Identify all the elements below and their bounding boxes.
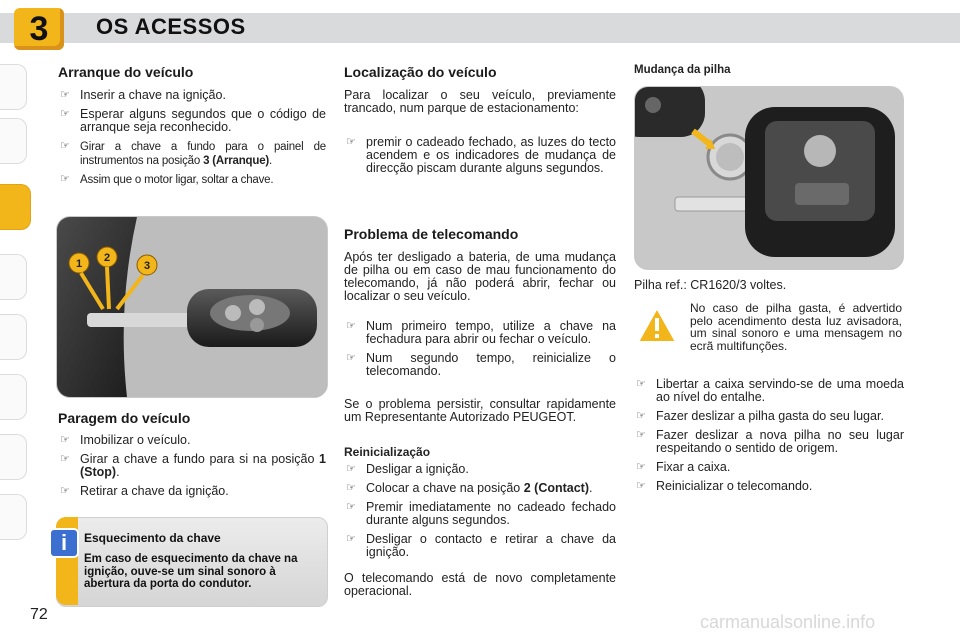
pointing-hand-icon: ☞ (60, 485, 70, 497)
list-item: ☞ Imobilizar o veículo. (60, 433, 191, 447)
list-reinicializacao (344, 463, 616, 565)
chapter-tab[interactable] (0, 314, 27, 360)
pointing-hand-icon: ☞ (636, 480, 646, 492)
battery-reference: Pilha ref.: CR1620/3 voltes. (634, 278, 787, 292)
pointing-hand-icon: ☞ (346, 136, 356, 148)
pointing-hand-icon: ☞ (346, 352, 356, 364)
position-label-3: 3 (143, 260, 151, 272)
pointing-hand-icon: ☞ (346, 501, 356, 513)
pointing-hand-icon: ☞ (346, 463, 356, 475)
section-title-localizacao: Localização do veículo (344, 64, 497, 80)
pointing-hand-icon: ☞ (636, 410, 646, 422)
pointing-hand-icon: ☞ (636, 429, 646, 441)
list-item: ☞ Premir imediatamente no cadeado fechado durante alguns segundos. (346, 500, 616, 527)
list-item: ☞ Fixar a caixa. (636, 460, 731, 474)
list-item: ☞ Assim que o motor ligar, soltar a chave. (60, 173, 274, 186)
chapter-tab-rail (0, 64, 30, 584)
list-item: ☞ Colocar a chave na posição 2 (Contact). (346, 481, 593, 495)
list-paragem (58, 434, 326, 504)
page-number: 72 (30, 606, 48, 623)
footer-watermark: carmanualsonline.info (700, 612, 876, 632)
list-item: ☞ premir o cadeado fechado, as luzes do tecto acendem e os indicadores de mudança de direcção piscam durante alguns segundos. (346, 135, 616, 175)
section-title-arranque: Arranque do veículo (58, 64, 194, 80)
list-arranque (58, 89, 326, 193)
pointing-hand-icon: ☞ (636, 461, 646, 473)
position-label-1: 1 (75, 258, 83, 270)
list-item: ☞ Libertar a caixa servindo-se de uma moeda ao nível do entalhe. (636, 377, 904, 404)
paragraph: Para localizar o seu veículo, previamente trancado, num parque de estacionamento: (344, 88, 616, 115)
subsection-title-reinicializacao: Reinicialização (344, 445, 431, 459)
pointing-hand-icon: ☞ (60, 453, 70, 465)
info-box-title: Esquecimento da chave (84, 531, 221, 545)
list-mudanca-pilha (634, 378, 904, 499)
list-item: ☞ Reinicializar o telecomando. (636, 479, 813, 493)
warning-icon (636, 306, 678, 344)
warning-text: No caso de pilha gasta, é advertido pelo acendimento desta luz avisadora, um sinal sonoro e uma mensagem no ecrã multifunções. (690, 301, 902, 353)
ignition-illustration (57, 217, 327, 397)
pointing-hand-icon: ☞ (60, 89, 70, 101)
section-title-paragem: Paragem do veículo (58, 410, 191, 426)
info-box-body: Em caso de esquecimento da chave na ignição, ouve-se um sinal sonoro à abertura da porta do condutor. (84, 553, 298, 590)
pointing-hand-icon: ☞ (60, 108, 70, 120)
list-problema (344, 320, 616, 384)
chapter-tab[interactable] (0, 434, 27, 480)
list-item: ☞ Desligar a ignição. (346, 462, 469, 476)
list-item: ☞ Fazer deslizar a nova pilha no seu lugar respeitando o sentido de origem. (636, 428, 904, 455)
list-item: ☞ Fazer deslizar a pilha gasta do seu lugar. (636, 409, 884, 423)
list-item: ☞ Girar a chave a fundo para o painel de instrumentos na posição 3 (Arranque). (60, 140, 326, 167)
list-item: ☞ Girar a chave a fundo para si na posição 1 (Stop). (60, 452, 326, 479)
battery-illustration (635, 87, 903, 269)
chapter-tab[interactable] (0, 64, 27, 110)
page-title: OS ACESSOS (96, 14, 246, 39)
ignition-key-image (56, 216, 328, 398)
list-item: ☞ Desligar o contacto e retirar a chave da ignição. (346, 532, 616, 559)
pointing-hand-icon: ☞ (346, 482, 356, 494)
paragraph: O telecomando está de novo completamente operacional. (344, 571, 616, 598)
chapter-badge: 3 (14, 8, 64, 50)
chapter-tab[interactable] (0, 494, 27, 540)
pointing-hand-icon: ☞ (60, 173, 70, 185)
section-title-mudanca-pilha: Mudança da pilha (634, 64, 731, 76)
battery-change-image (634, 86, 904, 270)
chapter-tab[interactable] (0, 118, 27, 164)
pointing-hand-icon: ☞ (60, 140, 70, 152)
pointing-hand-icon: ☞ (636, 378, 646, 390)
pointing-hand-icon: ☞ (346, 320, 356, 332)
chapter-tab[interactable] (0, 254, 27, 300)
chapter-tab-active[interactable] (0, 184, 31, 230)
list-item: ☞ Num primeiro tempo, utilize a chave na fechadura para abrir ou fechar o veículo. (346, 319, 616, 346)
section-title-problema: Problema de telecomando (344, 226, 519, 242)
pointing-hand-icon: ☞ (60, 434, 70, 446)
list-item: ☞ Inserir a chave na ignição. (60, 88, 226, 102)
list-item: ☞ Num segundo tempo, reinicialize o telecomando. (346, 351, 616, 378)
list-item: ☞ Retirar a chave da ignição. (60, 484, 229, 498)
position-label-2: 2 (103, 252, 111, 264)
pointing-hand-icon: ☞ (346, 533, 356, 545)
list-item: ☞ Esperar alguns segundos que o código de arranque seja reconhecido. (60, 107, 326, 134)
chapter-tab[interactable] (0, 374, 27, 420)
info-icon: i (49, 528, 79, 558)
list-localizacao (344, 136, 616, 181)
paragraph: Se o problema persistir, consultar rapidamente um Representante Autorizado PEUGEOT. (344, 397, 616, 424)
paragraph: Após ter desligado a bateria, de uma mudança de pilha ou em caso de mau funcionamento do telecomando, já não poderá abrir, fechar ou localizar o seu veículo. (344, 250, 616, 303)
